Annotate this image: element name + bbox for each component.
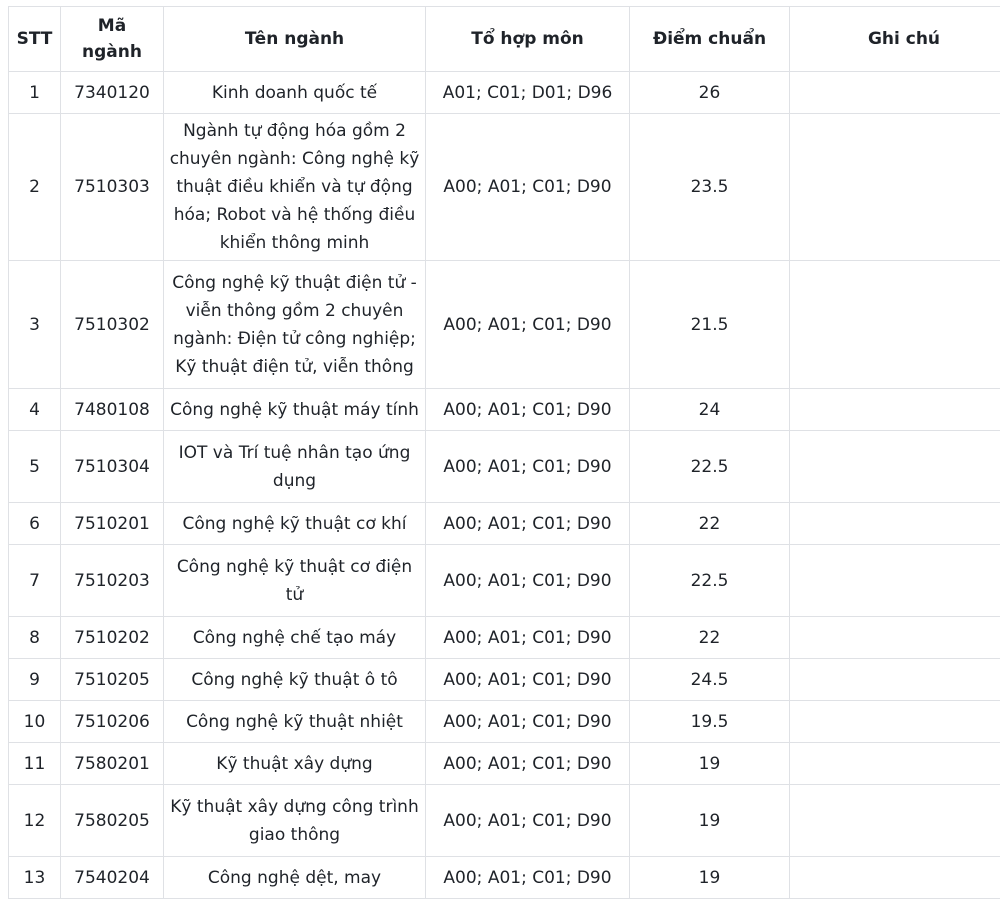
cell-diem-chuan: 19 bbox=[630, 857, 790, 899]
cell-to-hop-mon: A00; A01; C01; D90 bbox=[426, 431, 630, 503]
cell-ten-nganh: Kỹ thuật xây dựng bbox=[164, 743, 426, 785]
cell-ten-nganh: Ngành tự động hóa gồm 2 chuyên ngành: Công nghệ kỹ thuật điều khiển và tự động hóa; Robot và hệ thống điều khiển thông minh bbox=[164, 114, 426, 261]
table-body bbox=[9, 72, 1000, 899]
cell-to-hop-mon: A00; A01; C01; D90 bbox=[426, 389, 630, 431]
cell-to-hop-mon: A00; A01; C01; D90 bbox=[426, 857, 630, 899]
cell-diem-chuan: 19 bbox=[630, 743, 790, 785]
cell-ghi-chu bbox=[790, 114, 1000, 261]
cell-stt: 6 bbox=[9, 503, 61, 545]
cell-stt: 5 bbox=[9, 431, 61, 503]
cell-stt: 9 bbox=[9, 659, 61, 701]
table-row bbox=[9, 389, 1000, 431]
cell-diem-chuan: 22 bbox=[630, 617, 790, 659]
cell-diem-chuan: 26 bbox=[630, 72, 790, 114]
cell-ghi-chu bbox=[790, 389, 1000, 431]
cell-diem-chuan: 19.5 bbox=[630, 701, 790, 743]
cell-ten-nganh: Kỹ thuật xây dựng công trình giao thông bbox=[164, 785, 426, 857]
cell-to-hop-mon: A00; A01; C01; D90 bbox=[426, 617, 630, 659]
cell-ten-nganh: Công nghệ chế tạo máy bbox=[164, 617, 426, 659]
table-header bbox=[9, 7, 1000, 72]
cell-to-hop-mon: A01; C01; D01; D96 bbox=[426, 72, 630, 114]
cell-ten-nganh: Công nghệ dệt, may bbox=[164, 857, 426, 899]
cell-diem-chuan: 21.5 bbox=[630, 261, 790, 389]
cell-ma-nganh: 7510206 bbox=[61, 701, 164, 743]
cell-stt: 10 bbox=[9, 701, 61, 743]
cell-ghi-chu bbox=[790, 743, 1000, 785]
table-row bbox=[9, 72, 1000, 114]
cell-ma-nganh: 7510202 bbox=[61, 617, 164, 659]
table-row bbox=[9, 114, 1000, 261]
header-stt: STT bbox=[9, 7, 61, 72]
cell-stt: 7 bbox=[9, 545, 61, 617]
cell-diem-chuan: 22.5 bbox=[630, 545, 790, 617]
cell-stt: 11 bbox=[9, 743, 61, 785]
cell-ma-nganh: 7510201 bbox=[61, 503, 164, 545]
cell-to-hop-mon: A00; A01; C01; D90 bbox=[426, 659, 630, 701]
cell-to-hop-mon: A00; A01; C01; D90 bbox=[426, 785, 630, 857]
cell-ghi-chu bbox=[790, 72, 1000, 114]
cell-ma-nganh: 7480108 bbox=[61, 389, 164, 431]
cell-ghi-chu bbox=[790, 431, 1000, 503]
cell-to-hop-mon: A00; A01; C01; D90 bbox=[426, 261, 630, 389]
table-row bbox=[9, 261, 1000, 389]
cell-diem-chuan: 22 bbox=[630, 503, 790, 545]
cell-ghi-chu bbox=[790, 659, 1000, 701]
cell-ma-nganh: 7340120 bbox=[61, 72, 164, 114]
table-row bbox=[9, 545, 1000, 617]
table-row bbox=[9, 785, 1000, 857]
cell-ma-nganh: 7510203 bbox=[61, 545, 164, 617]
cell-diem-chuan: 24 bbox=[630, 389, 790, 431]
cell-diem-chuan: 22.5 bbox=[630, 431, 790, 503]
cell-stt: 1 bbox=[9, 72, 61, 114]
cell-stt: 2 bbox=[9, 114, 61, 261]
cell-ghi-chu bbox=[790, 857, 1000, 899]
table-row bbox=[9, 431, 1000, 503]
cell-stt: 12 bbox=[9, 785, 61, 857]
cell-ten-nganh: Công nghệ kỹ thuật nhiệt bbox=[164, 701, 426, 743]
cell-ma-nganh: 7510205 bbox=[61, 659, 164, 701]
cell-diem-chuan: 23.5 bbox=[630, 114, 790, 261]
header-diem-chuan: Điểm chuẩn bbox=[630, 7, 790, 72]
header-ten-nganh: Tên ngành bbox=[164, 7, 426, 72]
admission-scores-table bbox=[8, 6, 1000, 899]
cell-ten-nganh: Công nghệ kỹ thuật máy tính bbox=[164, 389, 426, 431]
cell-ten-nganh: Công nghệ kỹ thuật cơ điện tử bbox=[164, 545, 426, 617]
cell-stt: 4 bbox=[9, 389, 61, 431]
cell-ma-nganh: 7540204 bbox=[61, 857, 164, 899]
cell-ten-nganh: Công nghệ kỹ thuật điện tử - viễn thông gồm 2 chuyên ngành: Điện tử công nghiệp; Kỹ thuật điện tử, viễn thông bbox=[164, 261, 426, 389]
cell-to-hop-mon: A00; A01; C01; D90 bbox=[426, 503, 630, 545]
cell-ten-nganh: Công nghệ kỹ thuật cơ khí bbox=[164, 503, 426, 545]
header-to-hop-mon: Tổ hợp môn bbox=[426, 7, 630, 72]
table-row bbox=[9, 743, 1000, 785]
cell-stt: 8 bbox=[9, 617, 61, 659]
cell-stt: 13 bbox=[9, 857, 61, 899]
cell-ten-nganh: Kinh doanh quốc tế bbox=[164, 72, 426, 114]
cell-ghi-chu bbox=[790, 261, 1000, 389]
table-row bbox=[9, 857, 1000, 899]
cell-diem-chuan: 24.5 bbox=[630, 659, 790, 701]
cell-ma-nganh: 7510302 bbox=[61, 261, 164, 389]
cell-ten-nganh: Công nghệ kỹ thuật ô tô bbox=[164, 659, 426, 701]
cell-to-hop-mon: A00; A01; C01; D90 bbox=[426, 743, 630, 785]
cell-ma-nganh: 7580201 bbox=[61, 743, 164, 785]
cell-ghi-chu bbox=[790, 503, 1000, 545]
cell-ten-nganh: IOT và Trí tuệ nhân tạo ứng dụng bbox=[164, 431, 426, 503]
header-row bbox=[9, 7, 1000, 72]
cell-to-hop-mon: A00; A01; C01; D90 bbox=[426, 114, 630, 261]
cell-stt: 3 bbox=[9, 261, 61, 389]
cell-ghi-chu bbox=[790, 545, 1000, 617]
table-row bbox=[9, 701, 1000, 743]
table-row bbox=[9, 617, 1000, 659]
cell-ma-nganh: 7510303 bbox=[61, 114, 164, 261]
cell-ghi-chu bbox=[790, 785, 1000, 857]
header-ghi-chu: Ghi chú bbox=[790, 7, 1000, 72]
cell-ma-nganh: 7510304 bbox=[61, 431, 164, 503]
table-row bbox=[9, 659, 1000, 701]
cell-to-hop-mon: A00; A01; C01; D90 bbox=[426, 545, 630, 617]
cell-ma-nganh: 7580205 bbox=[61, 785, 164, 857]
cell-diem-chuan: 19 bbox=[630, 785, 790, 857]
header-ma-nganh: Mã ngành bbox=[61, 7, 164, 72]
cell-to-hop-mon: A00; A01; C01; D90 bbox=[426, 701, 630, 743]
cell-ghi-chu bbox=[790, 617, 1000, 659]
cell-ghi-chu bbox=[790, 701, 1000, 743]
table-row bbox=[9, 503, 1000, 545]
